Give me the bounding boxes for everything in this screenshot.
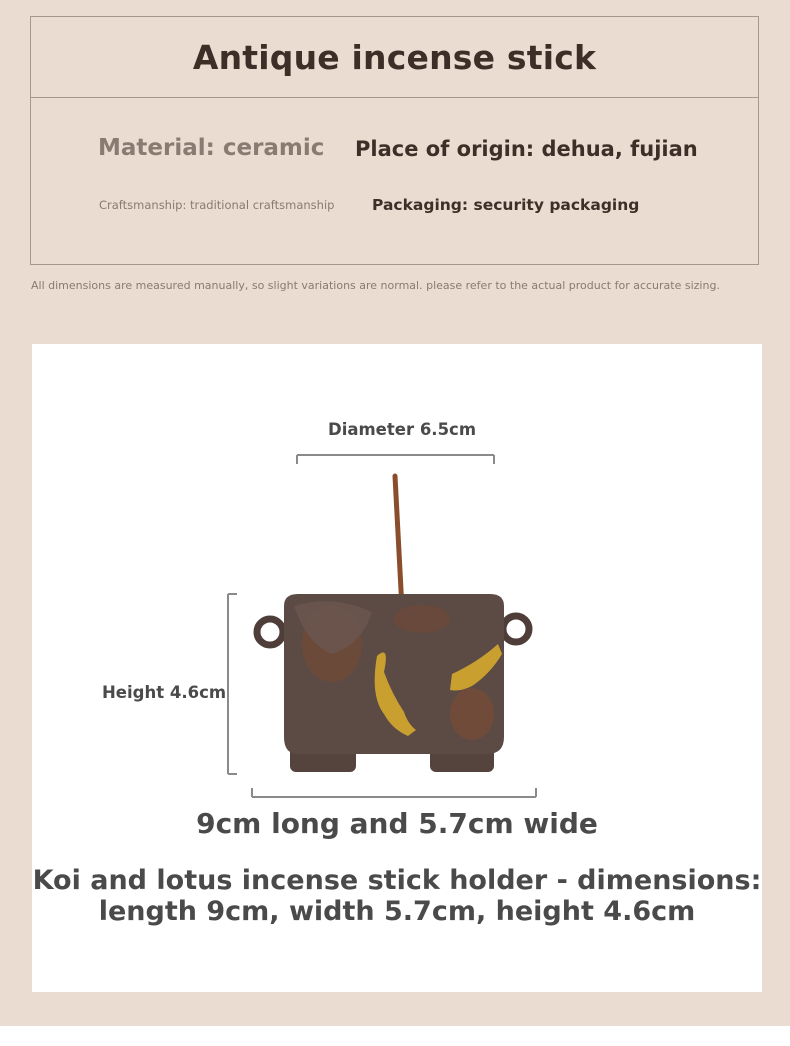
caption-line-1: Koi and lotus incense stick holder - dimensions: <box>32 865 762 896</box>
length-width-label: 9cm long and 5.7cm wide <box>196 807 598 840</box>
material-spec: Material: ceramic <box>98 135 325 161</box>
packaging-spec: Packaging: security packaging <box>372 196 640 214</box>
diameter-label: Diameter 6.5cm <box>328 420 477 439</box>
incense-holder-illustration <box>257 476 529 772</box>
dimension-caption <box>32 865 762 927</box>
length-bracket <box>252 788 536 797</box>
product-title: Antique incense stick <box>192 37 597 77</box>
dimension-panel <box>32 344 762 992</box>
right-ring-handle <box>503 616 529 642</box>
craftsmanship-spec: Craftsmanship: traditional craftsmanship <box>99 198 335 212</box>
caption-line-2: length 9cm, width 5.7cm, height 4.6cm <box>98 896 696 927</box>
height-bracket <box>228 594 237 774</box>
origin-spec: Place of origin: dehua, fujian <box>355 137 698 161</box>
rust-patch <box>394 605 450 633</box>
bottom-band <box>0 1026 790 1046</box>
height-label: Height 4.6cm <box>102 683 227 702</box>
diameter-bracket <box>297 455 494 464</box>
rust-patch <box>450 688 494 740</box>
measurement-disclaimer: All dimensions are measured manually, so slight variations are normal. please refer to the actual product for accurate sizing. <box>31 279 720 292</box>
left-ring-handle <box>257 619 283 645</box>
spec-box <box>30 16 759 265</box>
spec-title-bar <box>31 17 758 98</box>
incense-stick <box>395 476 402 609</box>
